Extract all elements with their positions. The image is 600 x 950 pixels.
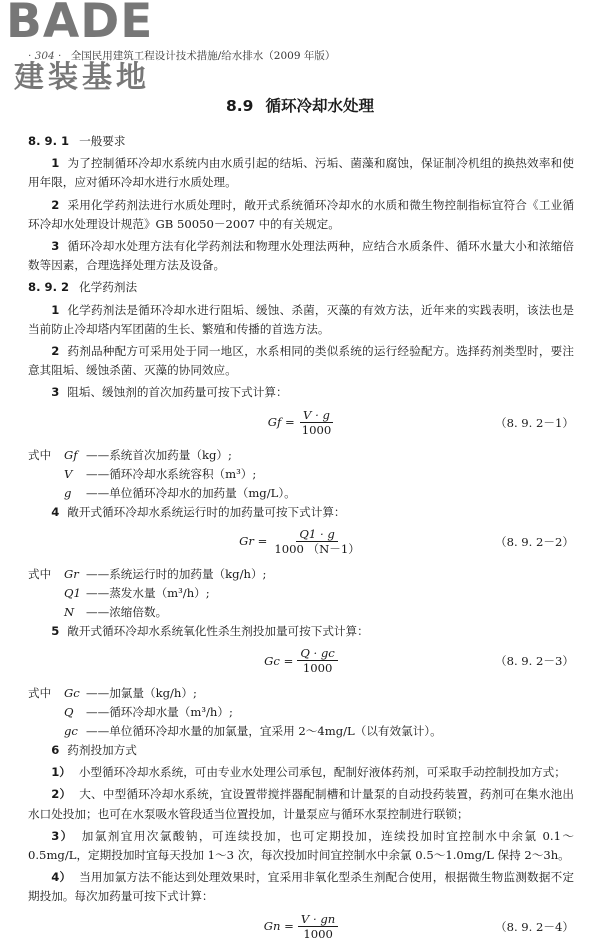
brand-logo xyxy=(4,0,194,95)
where-label: 式中 xyxy=(28,686,52,701)
equation-number: （8. 9. 2－1） xyxy=(494,415,574,430)
section-number: 8.9 xyxy=(226,97,254,115)
variable-description: ——循环冷却水量（m³/h）; xyxy=(86,705,233,720)
page-body xyxy=(28,132,574,950)
paragraph xyxy=(28,741,574,760)
formula-lhs: Gn = xyxy=(263,919,294,934)
variable-description: ——浓缩倍数。 xyxy=(86,604,168,619)
running-header xyxy=(28,48,335,63)
item-text: 敞开式循环冷却水系统运行时的加药量可按下式计算： xyxy=(67,504,346,519)
subsection-heading xyxy=(28,278,574,297)
subsection-number: 8. 9. 2 xyxy=(28,280,70,295)
item-text: 小型循环冷却水系统，可由专业水处理公司承包，配制好液体药剂，可采取手动控制投加方式； xyxy=(78,765,566,780)
item-text: 大、中型循环冷却水系统，宜设置带搅拌器配制槽和计量泵的自动投药装置，药剂可在集水池出水口处投加；也可在水泵吸水管段适当位置投加，计量泵应与循环水泵控制进行联锁； xyxy=(28,787,574,821)
formula-lhs: Gf = xyxy=(267,415,295,430)
variable-symbol: g xyxy=(64,485,72,500)
formula-numerator: V · g xyxy=(300,408,333,423)
item-number: 4） xyxy=(51,870,72,885)
variable-symbol: Q1 xyxy=(64,585,81,600)
item-number: 3） xyxy=(51,828,74,843)
paragraph xyxy=(28,342,574,380)
paragraph xyxy=(28,868,574,906)
page-number: · 304 · xyxy=(28,50,62,62)
paragraph xyxy=(28,763,574,782)
formula-lhs: Gc = xyxy=(264,653,294,668)
formula-block xyxy=(28,644,574,678)
item-text: 药剂品种配方可采用处于同一地区，水系相同的类似系统的运行经验配方。选择药剂类型时，要注意其阻垢、缓蚀杀菌、灭藻的协同效应。 xyxy=(28,344,574,378)
paragraph xyxy=(28,301,574,339)
variable-definition xyxy=(28,722,574,741)
subsection-title: 化学药剂法 xyxy=(79,280,138,295)
item-number: 1 xyxy=(51,302,60,317)
book-title: 全国民用建筑工程设计技术措施/给水排水（2009 年版） xyxy=(70,50,336,62)
formula-lhs: Gr = xyxy=(239,534,268,549)
variable-definition xyxy=(28,484,574,503)
section-heading xyxy=(0,94,600,116)
paragraph xyxy=(28,196,574,234)
variable-symbol: Gr xyxy=(64,566,79,581)
item-number: 5 xyxy=(51,623,60,638)
item-number: 1） xyxy=(51,765,71,780)
variable-symbol: Q xyxy=(64,705,74,720)
formula-block xyxy=(28,406,574,440)
item-text: 为了控制循环冷却水系统内由水质引起的结垢、污垢、菌藻和腐蚀，保证制冷机组的换热效率和使用年限，应对循环冷却水进行水质处理。 xyxy=(28,156,574,190)
variable-symbol: Gf xyxy=(64,447,78,462)
item-number: 2） xyxy=(51,787,72,802)
subsection-heading xyxy=(28,132,574,151)
variable-symbol: gc xyxy=(64,724,78,739)
item-text: 当用加氯方法不能达到处理效果时，宜采用非氧化型杀生剂配合使用，根据微生物监测数据不定期投加。每次加药量可按下式计算： xyxy=(28,870,574,904)
item-number: 3 xyxy=(51,385,60,400)
formula-denominator: 1000 xyxy=(303,926,333,941)
logo-brand-text: BADE xyxy=(6,0,154,49)
paragraph xyxy=(28,622,574,641)
variable-definition xyxy=(28,684,574,703)
formula-denominator: 1000 （N－1） xyxy=(274,541,360,556)
paragraph xyxy=(28,827,574,865)
variable-definition xyxy=(28,565,574,584)
variable-symbol: Gc xyxy=(64,686,80,701)
formula-numerator: V · gn xyxy=(298,912,338,927)
variable-symbol: V xyxy=(64,466,73,481)
formula-block xyxy=(28,525,574,559)
variable-definition xyxy=(28,703,574,722)
item-text: 阻垢、缓蚀剂的首次加药量可按下式计算： xyxy=(67,385,288,400)
paragraph xyxy=(28,785,574,823)
variable-symbol: N xyxy=(64,604,75,619)
formula-denominator: 1000 xyxy=(302,661,333,676)
where-label: 式中 xyxy=(28,566,52,581)
variable-description: ——循环冷却水系统容积（m³）; xyxy=(86,466,257,481)
item-text: 药剂投加方式 xyxy=(67,743,137,758)
formula-denominator: 1000 xyxy=(301,422,332,437)
item-number: 6 xyxy=(51,743,60,758)
subsection-number: 8. 9. 1 xyxy=(28,134,70,148)
item-number: 3 xyxy=(51,239,60,254)
variable-description: ——加氯量（kg/h）; xyxy=(86,686,197,701)
equation-number: （8. 9. 2－2） xyxy=(494,534,574,549)
section-title: 循环冷却水处理 xyxy=(265,97,374,115)
variable-definition xyxy=(28,446,574,465)
variable-description: ——单位循环冷却水的加药量（mg/L）。 xyxy=(86,485,296,500)
item-number: 2 xyxy=(51,344,60,359)
formula-numerator: Q · gc xyxy=(297,646,337,661)
where-label: 式中 xyxy=(28,447,52,462)
item-text: 循环冷却水处理方法有化学药剂法和物理水处理法两种，应结合水质条件、循环水量大小和浓缩倍数等因素，合理选择处理方法及设备。 xyxy=(28,239,574,273)
item-text: 采用化学药剂法进行水质处理时，敞开式系统循环冷却水的水质和微生物控制指标宜符合《工业循环冷却水处理设计规范》GB 50050－2007 中的有关规定。 xyxy=(28,197,574,231)
item-text: 化学药剂法是循环冷却水进行阻垢、缓蚀、杀菌，灭藻的有效方法，近年来的实践表明，该法也是当前防止冷却塔内军团菌的生长、繁殖和传播的首选方法。 xyxy=(28,302,574,336)
equation-number: （8. 9. 2－3） xyxy=(494,654,574,669)
variable-description: ——系统首次加药量（kg）; xyxy=(86,447,232,462)
formula-numerator: Q1 · g xyxy=(296,527,337,542)
logo-subtitle: 建装基地 xyxy=(14,60,150,95)
item-number: 1 xyxy=(51,156,60,171)
paragraph xyxy=(28,383,574,402)
variable-description: ——蒸发水量（m³/h）; xyxy=(86,585,210,600)
paragraph xyxy=(28,237,574,275)
subsection-title: 一般要求 xyxy=(79,134,126,148)
variable-definition xyxy=(28,584,574,603)
item-text: 加氯剂宜用次氯酸钠，可连续投加，也可定期投加，连续投加时宜控制水中余氯 0.1～0.5mg/L，定期投加时宜每天投加 1～3 次，每次投加时间宜控制水中余氯 0.5～1.0mg/L 保持 2～3h。 xyxy=(28,828,574,863)
item-number: 4 xyxy=(51,504,60,519)
equation-number: （8. 9. 2－4） xyxy=(494,919,574,934)
paragraph xyxy=(28,503,574,522)
variable-definition xyxy=(28,603,574,622)
item-text: 敞开式循环冷却水系统氧化性杀生剂投加量可按下式计算： xyxy=(67,623,369,638)
variable-description: ——系统运行时的加药量（kg/h）; xyxy=(86,566,267,581)
variable-definition xyxy=(28,465,574,484)
item-number: 2 xyxy=(51,197,60,212)
paragraph xyxy=(28,154,574,192)
variable-description: ——单位循环冷却水量的加氯量，宜采用 2～4mg/L（以有效氯计）。 xyxy=(86,724,442,739)
formula-block xyxy=(28,910,574,944)
